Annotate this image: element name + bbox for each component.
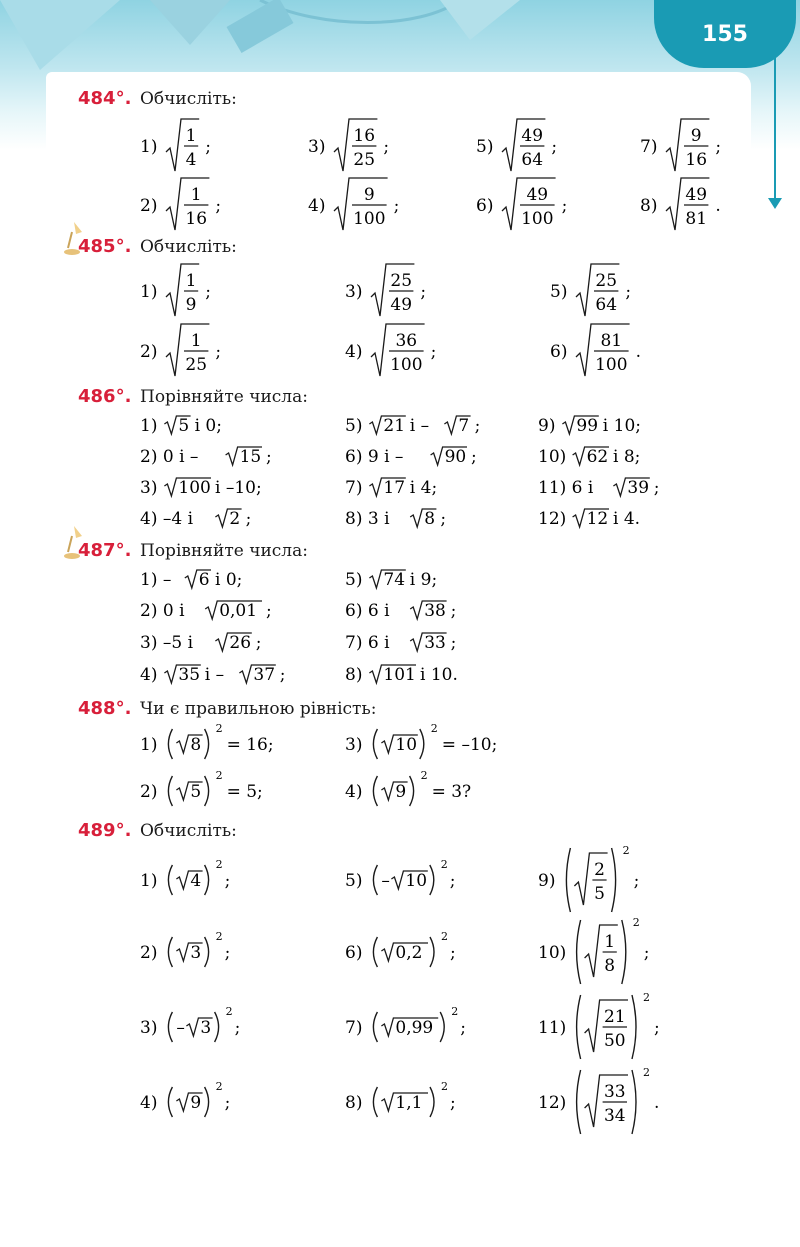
item-label: 9) [538,871,556,891]
item-label: 2) [140,943,158,963]
exercise-number: 484°. [78,88,132,109]
denominator: 16 [685,150,708,170]
math-text: ; [474,416,481,436]
radicand: 8 [424,509,436,529]
numerator: 49 [685,185,708,205]
math-text: і – [204,665,225,685]
punctuation: ; [224,1093,231,1113]
exponent: 2 [215,1080,223,1093]
open-paren [373,865,377,895]
punctuation: ; [224,871,231,891]
open-paren [168,1087,172,1117]
item-label: 5) [476,137,494,157]
item-label: 5) [550,282,568,302]
item-label: 7) [345,1018,363,1038]
math-text: ; [440,509,447,529]
radicand: 7 [458,416,470,436]
radicand: 39 [627,478,650,498]
radicand: 33 [424,633,446,653]
numerator: 1 [185,126,197,146]
math-text: і 4. [613,509,641,529]
punctuation: ; [234,1018,241,1038]
punctuation: ; [205,282,211,302]
close-paren [622,920,626,984]
numerator: 2 [594,860,605,880]
numerator: 25 [595,271,618,291]
close-paren [410,776,414,806]
exponent: 2 [632,916,640,929]
item-label: 10) [538,943,567,963]
radicand: 3 [200,1018,212,1038]
denominator: 100 [353,209,386,229]
math-text: = –10; [441,735,498,755]
radicand: 15 [239,447,262,467]
exercise-number: 488°. [78,698,132,719]
denominator: 50 [603,1031,626,1051]
close-paren [430,865,434,895]
radicand: 0,2 [395,943,423,963]
punctuation: ; [420,282,427,302]
minus-sign: – [381,871,390,891]
item-label: 11) [538,1018,567,1038]
math-text: ; [653,478,660,498]
punctuation: ; [430,342,437,362]
open-paren [373,729,377,759]
open-paren [168,776,172,806]
item-label: 5) [345,416,363,436]
item-label: 8) [345,665,363,685]
exercise-title: Обчисліть: [140,89,237,109]
open-paren [566,848,570,912]
punctuation: ; [561,196,568,216]
numerator: 21 [603,1007,626,1027]
item-label: 3) –5 і [140,633,194,653]
math-text: ; [471,447,477,467]
item-label: 6) 6 і [345,601,390,621]
open-paren [168,865,172,895]
punctuation: . [715,196,721,216]
radicand: 100 [178,478,211,498]
denominator: 100 [390,355,423,375]
math-text: = 3? [431,782,472,802]
item-label: 1) [140,735,158,755]
item-label: 3) [345,735,363,755]
radicand: 90 [444,447,467,467]
denominator: 100 [521,209,554,229]
radicand: 37 [253,665,276,685]
item-label: 2) [140,342,158,362]
radicand: 8 [190,735,202,755]
math-text: і 0; [194,416,222,436]
punctuation: ; [450,943,456,963]
exponent: 2 [225,1005,233,1018]
math-text: і 10; [602,416,642,436]
item-label: 6) [476,196,494,216]
exponent: 2 [430,722,438,735]
punctuation: ; [450,1093,456,1113]
radicand: 101 [383,665,416,685]
item-label: 3) [140,478,158,498]
exercise-number: 486°. [78,386,132,407]
punctuation: . [654,1093,660,1113]
radicand: 17 [383,478,406,498]
denominator: 8 [604,956,616,976]
item-label: 1) [140,282,158,302]
math-text: ; [279,665,286,685]
numerator: 33 [603,1082,626,1102]
item-label: 4) –4 і [140,509,194,529]
math-text: = 5; [226,782,263,802]
item-label: 12) [538,1093,567,1113]
close-paren [205,729,209,759]
radicand: 35 [178,665,201,685]
numerator: 1 [604,932,616,952]
exercise-title: Чи є правильною рівність: [140,699,377,719]
punctuation: ; [224,943,231,963]
denominator: 5 [594,884,605,904]
close-paren [632,1070,636,1134]
item-label: 5) [345,871,363,891]
radicand: 1,1 [395,1093,423,1113]
minus-sign: – [176,1018,185,1038]
exercise-number: 487°. [78,540,132,561]
radicand: 99 [576,416,599,436]
numerator: 1 [190,185,202,205]
exercise-title: Порівняйте числа: [140,387,308,407]
denominator: 25 [185,355,208,375]
item-label: 5) [345,570,363,590]
exponent: 2 [622,844,630,857]
item-label: 1) [140,137,158,157]
radicand: 10 [395,735,418,755]
punctuation: ; [625,282,632,302]
open-paren [373,937,377,967]
item-label: 11) 6 і [538,478,594,498]
close-paren [612,848,616,912]
item-label: 3) [345,282,363,302]
numerator: 49 [526,185,549,205]
numerator: 49 [521,126,544,146]
exponent: 2 [215,769,223,782]
punctuation: ; [460,1018,466,1038]
radicand: 62 [586,447,609,467]
item-label: 9) [538,416,556,436]
item-label: 1) – [140,570,172,590]
denominator: 34 [603,1106,626,1126]
numerator: 36 [395,331,418,351]
radicand: 3 [190,943,202,963]
numerator: 16 [353,126,376,146]
denominator: 81 [685,209,708,229]
math-text: і 4; [409,478,438,498]
math-text: і 8; [613,447,641,467]
punctuation: . [635,342,642,362]
close-paren [205,776,209,806]
item-label: 3) [140,1018,158,1038]
open-paren [577,1070,581,1134]
denominator: 9 [185,295,197,315]
exponent: 2 [643,991,650,1004]
exponent: 2 [643,1066,650,1079]
close-paren [215,1012,219,1042]
item-label: 2) [140,782,158,802]
punctuation: ; [215,196,222,216]
radicand: 74 [383,570,406,590]
numerator: 9 [690,126,702,146]
item-label: 7) 6 і [345,633,390,653]
punctuation: ; [715,137,722,157]
exercise-number: 485°. [78,236,132,257]
item-label: 12) [538,509,567,529]
radicand: 5 [178,416,190,436]
punctuation: ; [654,1018,660,1038]
exponent: 2 [441,930,448,943]
math-text: ; [450,601,457,621]
radicand: 5 [190,782,202,802]
radicand: 0,99 [395,1018,434,1038]
exponent: 2 [215,858,223,871]
numerator: 1 [185,271,197,291]
item-label: 10) [538,447,567,467]
item-label: 2) [140,196,158,216]
denominator: 64 [595,295,618,315]
item-label: 1) [140,871,158,891]
exercise-number: 489°. [78,820,132,841]
denominator: 100 [595,355,628,375]
close-paren [205,865,209,895]
item-label: 8) [640,196,658,216]
punctuation: ; [643,943,650,963]
math-text: ; [255,633,262,653]
close-paren [430,937,434,967]
radicand: 2 [229,509,241,529]
math-text: ; [245,509,252,529]
item-label: 2) 0 і – [140,447,199,467]
exercise-title: Порівняйте числа: [140,541,308,561]
math-text: і 10. [420,665,458,685]
math-text: і – [409,416,430,436]
punctuation: ; [215,342,222,362]
item-label: 6) 9 і – [345,447,404,467]
item-label: 4) [140,1093,158,1113]
radicand: 6 [198,570,210,590]
item-label: 4) [140,665,158,685]
open-paren [373,1012,377,1042]
item-label: 7) [640,137,658,157]
radicand: 10 [405,871,428,891]
open-paren [168,937,172,967]
radicand: 9 [190,1093,202,1113]
punctuation: ; [633,871,640,891]
math-text: ; [450,633,457,653]
exponent: 2 [451,1005,459,1018]
item-label: 4) [308,196,326,216]
math-text: = 16; [226,735,274,755]
exponent: 2 [440,858,448,871]
exponent: 2 [441,1080,448,1093]
exercise-title: Обчисліть: [140,821,237,841]
close-paren [440,1012,444,1042]
punctuation: ; [393,196,400,216]
exponent: 2 [420,769,428,782]
denominator: 16 [185,209,208,229]
close-paren [205,937,209,967]
open-paren [168,1012,172,1042]
radicand: 4 [190,871,202,891]
item-label: 4) [345,342,363,362]
radicand: 0,01 [219,601,258,621]
open-paren [168,729,172,759]
exponent: 2 [215,930,223,943]
denominator: 49 [390,295,413,315]
exponent: 2 [215,722,223,735]
exercise-title: Обчисліть: [140,237,237,257]
numerator: 25 [390,271,413,291]
denominator: 64 [521,150,544,170]
radicand: 12 [586,509,609,529]
item-label: 4) [345,782,363,802]
punctuation: ; [205,137,211,157]
close-paren [632,995,636,1059]
radicand: 9 [395,782,407,802]
math-text: ; [266,601,272,621]
denominator: 25 [353,150,376,170]
punctuation: ; [383,137,390,157]
numerator: 1 [190,331,202,351]
close-paren [420,729,424,759]
open-paren [577,920,581,984]
math-text: і –10; [215,478,262,498]
math-text: і 9; [409,570,438,590]
item-label: 6) [345,943,363,963]
numerator: 9 [363,185,375,205]
item-label: 8) [345,1093,363,1113]
radicand: 38 [424,601,446,621]
item-label: 6) [550,342,568,362]
open-paren [373,1087,377,1117]
radicand: 21 [383,416,406,436]
math-text: і 0; [215,570,243,590]
item-label: 2) 0 і [140,601,185,621]
item-label: 7) [345,478,363,498]
numerator: 81 [600,331,623,351]
item-label: 3) [308,137,326,157]
math-text: ; [266,447,272,467]
denominator: 4 [185,150,197,170]
open-paren [373,776,377,806]
close-paren [430,1087,434,1117]
radicand: 26 [229,633,252,653]
close-paren [205,1087,209,1117]
punctuation: ; [449,871,456,891]
page-number: 155 [702,21,748,47]
open-paren [577,995,581,1059]
item-label: 1) [140,416,158,436]
punctuation: ; [551,137,558,157]
item-label: 8) 3 і [345,509,390,529]
